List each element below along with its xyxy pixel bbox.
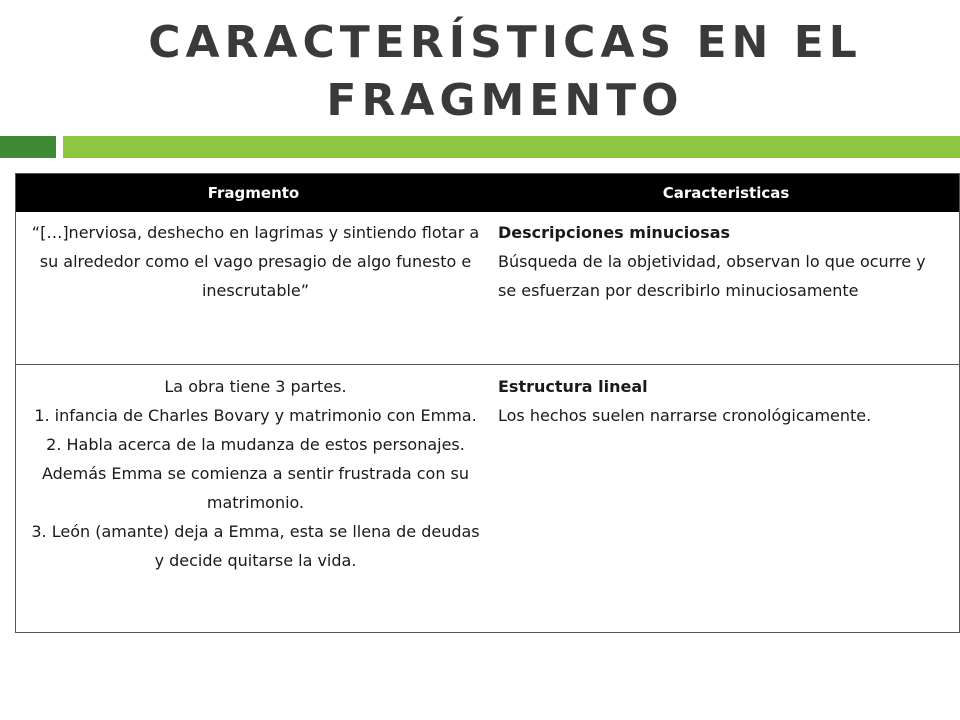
fragment-line: 3. León (amante) deja a Emma, esta se llena de deudas y decide quitarse la vida. xyxy=(31,522,480,570)
table-header xyxy=(16,174,959,212)
accent-bar-dark xyxy=(0,136,56,158)
feature-cell xyxy=(498,212,948,305)
feature-cell xyxy=(498,365,948,430)
fragment-line: 2. Habla acerca de la mudanza de estos personajes. Además Emma se comienza a sentir frustrada con su matrimonio. xyxy=(41,435,470,512)
slide-title-line-2: FRAGMENTO xyxy=(326,75,684,126)
header-caracteristicas: Caracteristicas xyxy=(662,184,790,202)
slide-title-line-1: CARACTERÍSTICAS EN EL xyxy=(148,17,862,68)
fragment-line: La obra tiene 3 partes. xyxy=(164,377,347,396)
table-row xyxy=(16,212,959,365)
accent-bar-light xyxy=(63,136,960,158)
fragment-cell: “[…]nerviosa, deshecho en lagrimas y sintiendo flotar a su alrededor como el vago presagio de algo funesto e inescrutable” xyxy=(31,223,480,300)
slide-title xyxy=(0,14,960,130)
header-fragmento: Fragmento xyxy=(207,184,300,202)
feature-title: Estructura lineal xyxy=(498,377,648,396)
feature-title: Descripciones minuciosas xyxy=(498,223,731,242)
table-row xyxy=(16,365,959,632)
fragment-line: 1. infancia de Charles Bovary y matrimonio con Emma. xyxy=(34,406,477,425)
feature-text: Los hechos suelen narrarse cronológicamente. xyxy=(498,406,872,425)
feature-text: Búsqueda de la objetividad, observan lo que ocurre y se esfuerzan por describirlo minuciosamente xyxy=(498,252,926,300)
characteristics-table xyxy=(15,173,960,633)
fragment-cell xyxy=(28,365,483,575)
